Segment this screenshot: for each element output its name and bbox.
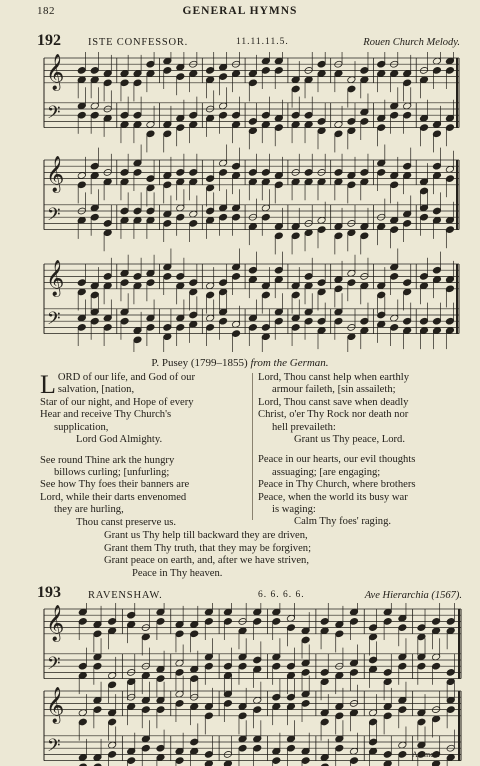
- verse-line: Lord, while their darts envenomed: [40, 491, 187, 503]
- svg-text:𝄢: 𝄢: [47, 101, 61, 127]
- staff-system-1: [44, 52, 459, 152]
- staff-system-2: [44, 145, 459, 255]
- verse-line: Peace, when the world its busy war: [258, 491, 408, 503]
- verse-column-right: [258, 372, 464, 529]
- hymn-number-193: 193: [37, 584, 61, 601]
- staff-system-4: [44, 603, 461, 703]
- svg-text:𝄞: 𝄞: [46, 604, 65, 641]
- verse-line: Lord, Thou canst help when earthly: [258, 372, 410, 383]
- verse-line: supplication,: [54, 421, 109, 433]
- verse-column-left: [40, 372, 246, 529]
- verse-line: Grant us Thy peace, Lord.: [294, 434, 406, 446]
- verse-line: Star of our night, and Hope of every: [40, 397, 194, 408]
- svg-text:𝄢: 𝄢: [47, 203, 61, 229]
- music-score-193: [0, 603, 480, 766]
- svg-text:𝄞: 𝄞: [46, 686, 65, 723]
- verse-line: Thou canst preserve us.: [76, 516, 177, 528]
- column-divider: [252, 373, 253, 520]
- verse-line: Grant us Thy help till backward they are driven,: [104, 530, 308, 541]
- verse-line: See how Thy foes their banners are: [40, 479, 190, 491]
- verse-line: Grant peace on earth, and, after we have striven,: [104, 555, 310, 567]
- verse-line: ORD of our life, and God of our: [57, 372, 195, 383]
- verse-line: See round Thine ark the hungry: [40, 454, 175, 466]
- staff-system-3: [44, 249, 459, 353]
- verse-line: Lord, Thou canst save when deadly: [258, 396, 409, 408]
- drop-cap: L: [40, 370, 56, 399]
- verse-line: Peace in Thy heaven.: [132, 567, 223, 579]
- author-note: from the German.: [250, 357, 329, 369]
- svg-text:𝄞: 𝄞: [46, 53, 65, 90]
- verse-line: Calm Thy foes' raging.: [294, 516, 392, 528]
- svg-text:𝄢: 𝄢: [47, 652, 61, 678]
- running-title: GENERAL HYMNS: [182, 5, 298, 17]
- verse-line: they are hurling,: [54, 504, 124, 516]
- hymn-number-192: 192: [37, 32, 61, 49]
- author-name: P. Pusey (1799–1855): [151, 357, 248, 369]
- final-verse: [104, 530, 311, 580]
- page-number: 182: [37, 5, 55, 17]
- verse-line: Peace in Thy Church, where brothers: [258, 479, 416, 491]
- verse-line: billows curling; [unfurling;: [54, 467, 170, 479]
- amen-lyric: A - men.: [412, 750, 440, 759]
- verse-line: Christ, o'er Thy Rock nor death nor: [258, 409, 409, 421]
- tune-source-193: Ave Hierarchia (1567).: [364, 590, 462, 601]
- tune-name-192: ISTE CONFESSOR.: [88, 37, 189, 48]
- tune-name-193: RAVENSHAW.: [88, 590, 163, 601]
- staff-system-5: [44, 676, 461, 766]
- music-score-192: [0, 52, 480, 352]
- tune-source-192: Rouen Church Melody.: [363, 37, 460, 48]
- verse-line: salvation, [nation,: [57, 384, 135, 396]
- verse-line: assuaging; [are engaging;: [272, 466, 381, 478]
- svg-text:𝄞: 𝄞: [46, 155, 65, 192]
- verse-line: hell prevaileth:: [272, 421, 336, 433]
- verse-line: armour faileth, [sin assaileth;: [272, 384, 396, 396]
- svg-text:𝄢: 𝄢: [47, 307, 61, 333]
- author-line: [0, 357, 480, 369]
- meter-193: 6. 6. 6. 6.: [258, 590, 305, 600]
- verse-line: Hear and receive Thy Church's: [40, 409, 172, 421]
- meter-192: 11.11.11.5.: [236, 37, 289, 47]
- svg-text:𝄞: 𝄞: [46, 259, 65, 296]
- verse-line: Grant them Thy truth, that they may be forgiven;: [104, 542, 312, 554]
- verse-line: Peace in our hearts, our evil thoughts: [258, 454, 416, 466]
- svg-text:𝄢: 𝄢: [47, 734, 61, 760]
- verse-line: is waging:: [272, 504, 316, 516]
- verse-line: Lord God Almighty.: [76, 434, 163, 446]
